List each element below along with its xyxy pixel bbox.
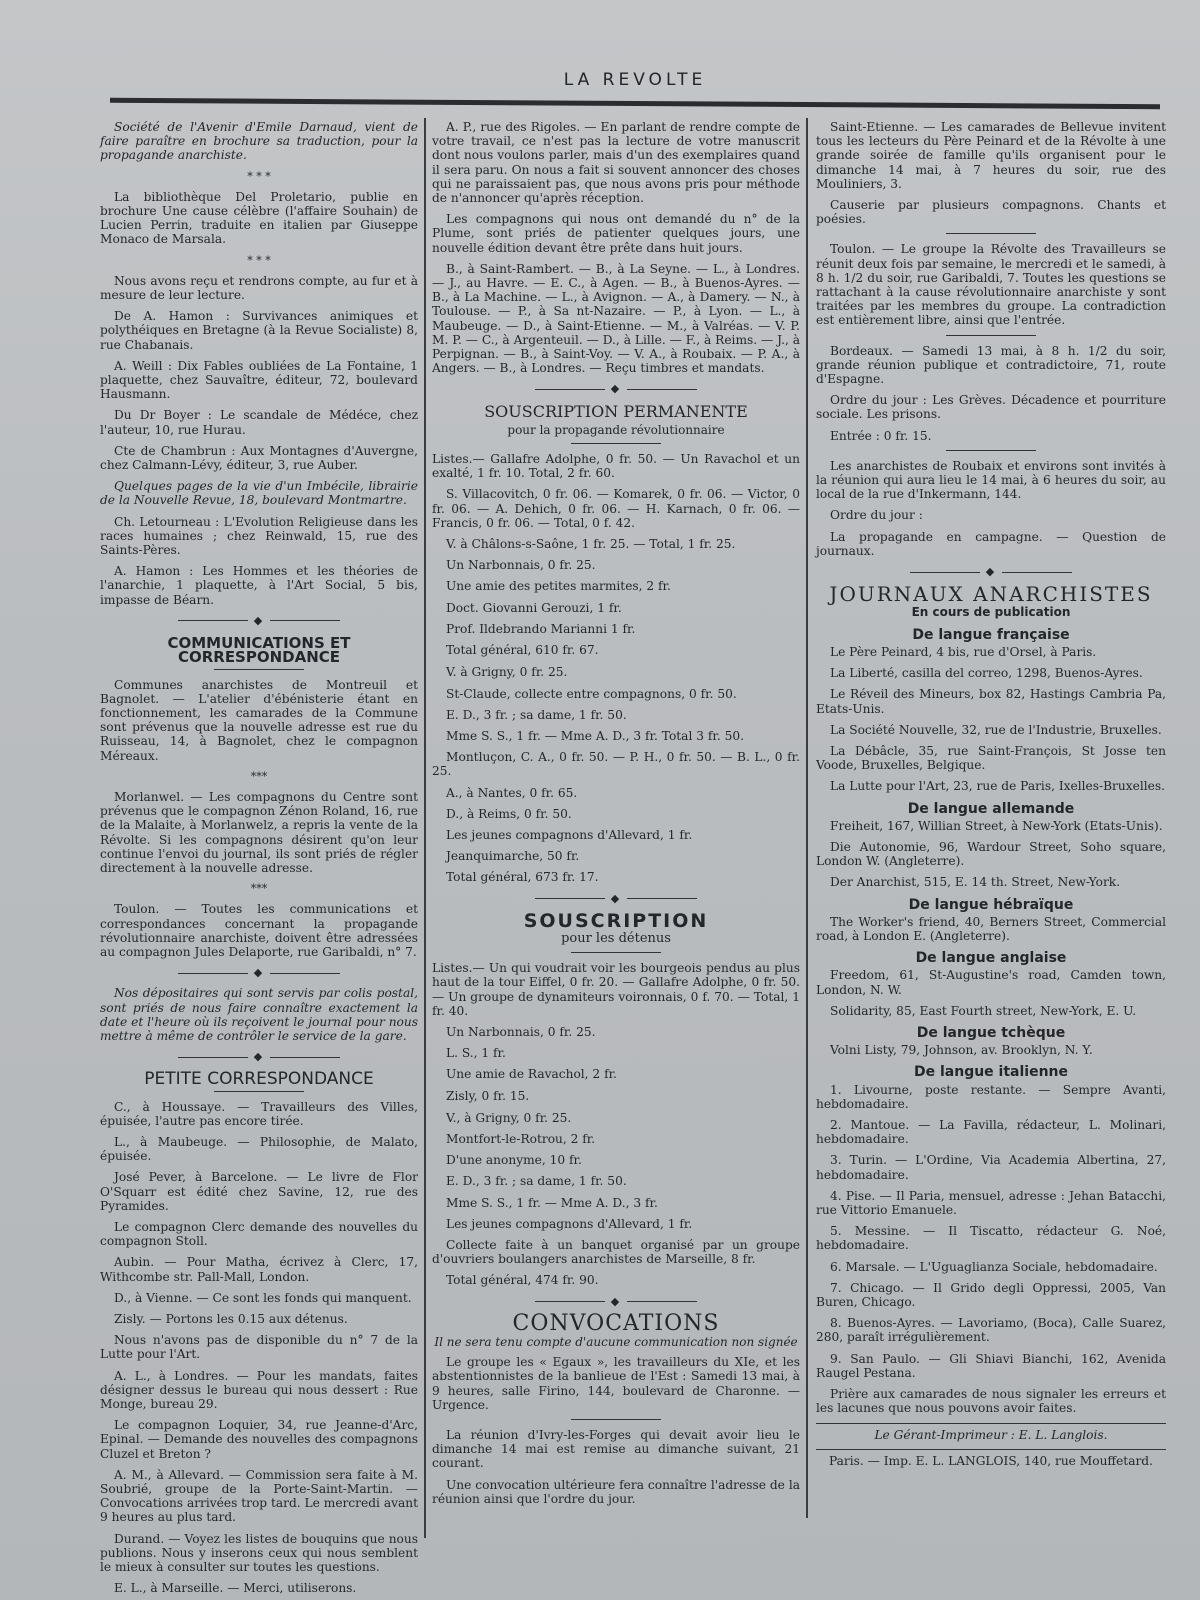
printer-imprint: Paris. — Imp. E. L. LANGLOIS, 140, rue Mouffetard. bbox=[816, 1449, 1166, 1468]
book-entry: Cte de Chambrun : Aux Montagnes d'Auvergne, chez Calmann-Lévy, éditeur, 3, rue Auber. bbox=[100, 443, 418, 473]
subscription-line: Un Narbonnais, 0 fr. 25. bbox=[446, 558, 596, 573]
journal-entry: Die Autonomie, 96, Wardour Street, Soho square, London W. (Angleterre). bbox=[816, 839, 1166, 869]
subscription-line: V., à Grigny, 0 fr. 25. bbox=[446, 1110, 572, 1125]
heading-rule bbox=[571, 952, 661, 953]
subscription-line: Listes.— Gallafre Adolphe, 0 fr. 50. — Un Ravachol et un exalté, 1 fr. 10. Total, 2 fr. 60. bbox=[432, 452, 800, 481]
subscription-line: Montfort-le-Rotrou, 2 fr. bbox=[446, 1131, 596, 1146]
convocation-entry: La propagande en campagne. — Question de journaux. bbox=[816, 529, 1166, 558]
notice-paragraph: A. P., rue des Rigoles. — En parlant de rendre compte de votre travail, ce n'est pas la lecture de votre manuscrit dont nous voulons parler, mais d'un des exemplaires quand il sera paru. On nous a fait si souvent annoncer des choses qui ne paraissaient pas, que nous avons pris pour méthode de n'annoncer qu'après réception. bbox=[432, 120, 800, 206]
subscription-line: Les jeunes compagnons d'Allevard, 1 fr. bbox=[446, 1216, 693, 1231]
notice-paragraph: Nous avons reçu et rendrons compte, au fur et à mesure de leur lecture. bbox=[100, 273, 418, 303]
journal-entry: La Société Nouvelle, 32, rue de l'Industrie, Bruxelles. bbox=[830, 722, 1162, 737]
convocation-entry: Ordre du jour : bbox=[830, 508, 923, 523]
subscription-line: V. à Châlons-s-Saône, 1 fr. 25. — Total, 1 fr. 25. bbox=[446, 537, 736, 552]
section-heading-journaux: JOURNAUX ANARCHISTES bbox=[829, 582, 1153, 607]
journal-entry: Le Père Peinard, 4 bis, rue d'Orsel, à Paris. bbox=[830, 644, 1097, 659]
receipt-list: B., à Saint-Rambert. — B., à La Seyne. — L., à Londres. — J., au Havre. — E. C., à Agen. — B., à Buenos-Ayres. — B., à La Machine. — L., à Avignon. — A., à Damery. — N., à Toulouse. — P., à Sa nt-Nazaire. — P., à Lyon. — L., à Maubeuge. — D., à Saint-Etienne. — M., à Valréas. — V. P. M. P. — C., à Argenteuil. — D., à Lille. — F., à Reims. — J., à Perpignan. — B., à Saint-Voy. — V. A., à Roubaix. — P. A., à Angers. — B., à Londres. — Reçu timbres et mandats. bbox=[432, 261, 800, 376]
section-heading-souscription-permanente: SOUSCRIPTION PERMANENTE bbox=[484, 401, 748, 421]
subscription-line: Mme S. S., 1 fr. — Mme A. D., 3 fr. Total 3 fr. 50. bbox=[446, 728, 744, 743]
convocation-entry: La réunion d'Ivry-les-Forges qui devait avoir lieu le dimanche 14 mai est remise au dimanche suivant, 21 courant. bbox=[432, 1428, 800, 1471]
subscription-line: Montluçon, C. A., 0 fr. 50. — P. H., 0 fr. 50. — B. L., 0 fr. 25. bbox=[432, 750, 800, 779]
journal-entry: Der Anarchist, 515, E. 14 th. Street, New-York. bbox=[830, 875, 1121, 890]
ornament-divider: ◆ bbox=[816, 565, 1166, 579]
asterism: *** bbox=[250, 769, 268, 783]
column-3 bbox=[816, 120, 1166, 1500]
subscription-line: Une amie de Ravachol, 2 fr. bbox=[446, 1067, 617, 1082]
convocation-entry: Saint-Etienne. — Les camarades de Bellevue invitent tous les lecteurs du Père Peinard et de la Révolte à une grande soirée de famille qu'ils organisent pour le dimanche 14 mai, à 7 heures du soir, rue des Mouliniers, 3. bbox=[816, 120, 1166, 191]
journal-entry: La Débâcle, 35, rue Saint-François, St Josse ten Voode, Bruxelles, Belgique. bbox=[816, 743, 1166, 773]
subscription-line: Mme S. S., 1 fr. — Mme A. D., 3 fr. bbox=[446, 1195, 658, 1210]
journal-entry: La Lutte pour l'Art, 23, rue de Paris, Ixelles-Bruxelles. bbox=[830, 779, 1165, 794]
subscription-line: Les jeunes compagnons d'Allevard, 1 fr. bbox=[446, 827, 693, 842]
journal-entry: Solidarity, 85, East Fourth street, New-York, E. U. bbox=[830, 1003, 1137, 1018]
correspondence-entry: Le compagnon Clerc demande des nouvelles du compagnon Stoll. bbox=[100, 1220, 418, 1249]
ornament-divider: ◆ bbox=[432, 382, 800, 396]
publisher-credit: Le Gérant-Imprimeur : E. L. Langlois. bbox=[816, 1423, 1166, 1442]
correspondence-entry: Zisly. — Portons les 0.15 aux détenus. bbox=[114, 1312, 348, 1327]
book-entry: Quelques pages de la vie d'un Imbécile, librairie de la Nouvelle Revue, 18, boulevard Montmartre. bbox=[100, 479, 418, 508]
convocation-entry: Le groupe les « Egaux », les travailleurs du XIe, et les abstentionnistes de la banlieue de l'Est : Samedi 13 mai, à 9 heures, salle Firino, 144, boulevard de Charonne. — Urgence. bbox=[432, 1355, 800, 1412]
notice-paragraph: Société de l'Avenir d'Emile Darnaud, vient de faire paraître en brochure sa traduction, pour la propagande anarchiste. bbox=[100, 120, 418, 163]
journal-entry: 5. Messine. — Il Tiscatto, rédacteur G. Noé, hebdomadaire. bbox=[816, 1224, 1166, 1253]
subscription-line: Zisly, 0 fr. 15. bbox=[446, 1088, 530, 1103]
notice-paragraph: Communes anarchistes de Montreuil et Bagnolet. — L'atelier d'ébénisterie étant en fonctionnement, les camarades de la Commune sont prévenus que la nouvelle adresse est rue du Ruisseau, 14, à Bagnolet, chez le compagnon Méreaux. bbox=[100, 677, 418, 763]
correspondence-entry: Nous n'avons pas de disponible du n° 7 de la Lutte pour l'Art. bbox=[100, 1333, 418, 1362]
section-subheading: pour la propagande révolutionnaire bbox=[507, 422, 725, 437]
subscription-total: Total général, 610 fr. 67. bbox=[446, 643, 599, 658]
correspondence-entry: A. L., à Londres. — Pour les mandats, faites désigner dessus le bureau qui nous dessert : Rue Monge, bureau 29. bbox=[100, 1368, 418, 1412]
subscription-line: Doct. Giovanni Gerouzi, 1 fr. bbox=[446, 600, 622, 615]
subscription-line: Prof. Ildebrando Marianni 1 fr. bbox=[446, 621, 636, 636]
book-entry: Du Dr Boyer : Le scandale de Médéce, chez l'auteur, 10, rue Hurau. bbox=[100, 408, 418, 437]
notice-paragraph: Nos dépositaires qui sont servis par colis postal, sont priés de nous faire connaître exactement la date et l'heure où ils reçoivent le journal pour nous mettre à même de contrôler le service de la gare. bbox=[100, 986, 418, 1043]
column-divider-2 bbox=[806, 118, 808, 1518]
subscription-line: L. S., 1 fr. bbox=[446, 1046, 506, 1061]
notice-paragraph: Morlanwel. — Les compagnons du Centre sont prévenus que le compagnon Zénon Roland, 16, rue de la Malaite, à Morlanwelz, a repris la vente de la Révolte. Si les compagnons désirent qu'on leur continue l'envoi du journal, ils sont priés de régler directement à la nouvelle adresse. bbox=[100, 789, 418, 875]
separator-rule bbox=[571, 1419, 661, 1420]
section-heading-communications: COMMUNICATIONS ET CORRESPONDANCE bbox=[167, 634, 351, 667]
convocation-entry: Causerie par plusieurs compagnons. Chants et poésies. bbox=[816, 198, 1166, 227]
header-rule bbox=[110, 98, 1160, 109]
convocation-entry: Entrée : 0 fr. 15. bbox=[830, 428, 932, 443]
correspondence-entry: C., à Houssaye. — Travailleurs des Villes, épuisée, l'autre pas encore tirée. bbox=[100, 1099, 418, 1128]
heading-rule bbox=[214, 1091, 304, 1092]
convocation-entry: Toulon. — Le groupe la Révolte des Travailleurs se réunit deux fois par semaine, le mercredi et le samedi, à 8 h. 1/2 du soir, rue Garibaldi, 7. Toutes les questions se rattachant à la cause révolutionnaire anarchiste y sont traitées par les membres du groupe. La contradiction est entièrement libre, ainsi que l'entrée. bbox=[816, 242, 1166, 328]
journal-entry: Le Réveil des Mineurs, box 82, Hastings Cambria Pa, Etats-Unis. bbox=[816, 687, 1166, 716]
subscription-total: Total général, 673 fr. 17. bbox=[446, 870, 599, 885]
subscription-line: E. D., 3 fr. ; sa dame, 1 fr. 50. bbox=[446, 1174, 627, 1189]
correspondence-entry: E. L., à Marseille. — Merci, utiliserons. bbox=[114, 1581, 357, 1596]
column-1 bbox=[100, 120, 418, 1596]
separator-rule bbox=[946, 450, 1036, 451]
asterism: *** bbox=[250, 882, 268, 896]
column-2 bbox=[432, 120, 800, 1540]
correspondence-entry: José Pever, à Barcelone. — Le livre de Flor O'Squarr est édité chez Savine, 12, rue des Pyramides. bbox=[100, 1170, 418, 1213]
book-entry: A. Weill : Dix Fables oubliées de La Fontaine, 1 plaquette, chez Sauvaître, éditeur, 72, boulevard Hausmann. bbox=[100, 358, 418, 402]
asterism: * * * bbox=[247, 253, 271, 267]
language-heading-czech: De langue tchèque bbox=[916, 1024, 1066, 1041]
journal-entry: 3. Turin. — L'Ordine, Via Academia Albertina, 27, hebdomadaire. bbox=[816, 1153, 1166, 1182]
masthead: LA REVOLTE bbox=[563, 70, 707, 90]
journal-entry: La Liberté, casilla del correo, 1298, Buenos-Ayres. bbox=[830, 666, 1143, 681]
heading-rule bbox=[214, 669, 304, 670]
journal-entry: 9. San Paulo. — Gli Shiavi Bianchi, 162, Avenida Raugel Pestana. bbox=[816, 1351, 1166, 1380]
ornament-divider: ◆ bbox=[100, 1050, 418, 1064]
section-heading-souscription-detenus: SOUSCRIPTION bbox=[523, 909, 709, 932]
correspondence-entry: L., à Maubeuge. — Philosophie, de Malato, épuisée. bbox=[100, 1134, 418, 1164]
ornament-divider: ◆ bbox=[432, 892, 800, 906]
language-heading-german: De langue allemande bbox=[907, 800, 1075, 817]
separator-rule bbox=[946, 233, 1036, 234]
journal-entry: 6. Marsale. — L'Uguaglianza Sociale, hebdomadaire. bbox=[830, 1259, 1158, 1274]
column-divider-1 bbox=[424, 118, 426, 1538]
section-heading-petite-correspondance: PETITE CORRESPONDANCE bbox=[144, 1069, 374, 1090]
book-entry: De A. Hamon : Survivances animiques et polythéiques en Bretagne (à la Revue Socialiste) 8, rue Chabanais. bbox=[100, 309, 418, 352]
section-subheading: En cours de publication bbox=[911, 605, 1071, 620]
section-note: Il ne sera tenu compte d'aucune communication non signée bbox=[434, 1335, 798, 1349]
subscription-line: Une amie des petites marmites, 2 fr. bbox=[446, 579, 671, 594]
journal-entry: 4. Pise. — Il Paria, mensuel, adresse : Jehan Batacchi, rue Vittorio Emanuele. bbox=[816, 1188, 1166, 1217]
subscription-line: A., à Nantes, 0 fr. 65. bbox=[446, 785, 578, 800]
subscription-line: E. D., 3 fr. ; sa dame, 1 fr. 50. bbox=[446, 707, 627, 722]
notice-paragraph: Les compagnons qui nous ont demandé du n° de la Plume, sont priés de patienter quelques jours, une nouvelle édition devant être prête dans huit jours. bbox=[432, 212, 800, 255]
subscription-line: D., à Reims, 0 fr. 50. bbox=[446, 806, 572, 821]
correspondence-entry: Le compagnon Loquier, 34, rue Jeanne-d'Arc, Epinal. — Demande des nouvelles des compagnons Cluzel et Breton ? bbox=[100, 1418, 418, 1461]
subscription-line: Listes.— Un qui voudrait voir les bourgeois pendus au plus haut de la tour Eiffel, 0 fr. 20. — Gallafre Adolphe, 0 fr. 50. — Un groupe de dynamiteurs voironnais, 0 f. 70. — Total, 1 fr. 40. bbox=[432, 961, 800, 1018]
correspondence-entry: Aubin. — Pour Matha, écrivez à Clerc, 17, Withcombe str. Pall-Mall, London. bbox=[100, 1255, 418, 1284]
book-entry: A. Hamon : Les Hommes et les théories de l'anarchie, 1 plaquette, à l'Art Social, 5 bis, impasse de Béarn. bbox=[100, 564, 418, 607]
journal-entry: 2. Mantoue. — La Favilla, rédacteur, L. Molinari, hebdomadaire. bbox=[816, 1117, 1166, 1147]
book-entry: Ch. Letourneau : L'Evolution Religieuse dans les races humaines ; chez Reinwald, 15, rue des Saints-Pères. bbox=[100, 514, 418, 558]
correspondence-entry: Durand. — Voyez les listes de bouquins que nous publions. Nous y inserons ceux qui nous semblent le mieux à consulter sur toutes les questions. bbox=[100, 1531, 418, 1575]
ornament-divider: ◆ bbox=[100, 966, 418, 980]
subscription-line: V. à Grigny, 0 fr. 25. bbox=[446, 665, 568, 680]
journal-entry: 1. Livourne, poste restante. — Sempre Avanti, hebdomadaire. bbox=[816, 1082, 1166, 1111]
language-heading-hebrew: De langue hébraïque bbox=[908, 896, 1074, 913]
heading-rule bbox=[571, 443, 661, 444]
convocation-entry: Bordeaux. — Samedi 13 mai, à 8 h. 1/2 du soir, grande réunion publique et contradictoire, 71, route d'Espagne. bbox=[816, 343, 1166, 387]
correspondence-entry: A. M., à Allevard. — Commission sera faite à M. Soubrié, groupe de la Porte-Saint-Martin. — Convocations arrivées trop tard. Le mercredi avant 9 heures au plus tard. bbox=[100, 1467, 418, 1525]
language-heading-english: De langue anglaise bbox=[915, 950, 1067, 967]
convocation-entry: Ordre du jour : Les Grèves. Décadence et pourriture sociale. Les prisons. bbox=[816, 393, 1166, 422]
subscription-line: Collecte faite à un banquet organisé par un groupe d'ouvriers boulangers anarchistes de Marseille, 8 fr. bbox=[432, 1237, 800, 1267]
section-heading-convocations: CONVOCATIONS bbox=[512, 1310, 720, 1336]
convocation-entry: Une convocation ultérieure fera connaître l'adresse de la réunion ainsi que l'ordre du jour. bbox=[432, 1477, 800, 1506]
journal-entry: Volni Listy, 79, Johnson, av. Brooklyn, N. Y. bbox=[830, 1043, 1093, 1058]
subscription-line: Jeanquimarche, 50 fr. bbox=[446, 849, 580, 864]
notice-paragraph: La bibliothèque Del Proletario, publie en brochure Une cause célèbre (l'affaire Souhain) de Lucien Perrin, traduite en italien par Giuseppe Monaco de Marsala. bbox=[100, 189, 418, 247]
ornament-divider: ◆ bbox=[100, 614, 418, 628]
journal-entry: Freiheit, 167, Willian Street, à New-York (Etats-Unis). bbox=[830, 818, 1163, 833]
section-subheading: pour les détenus bbox=[561, 930, 671, 946]
subscription-line: St-Claude, collecte entre compagnons, 0 fr. 50. bbox=[446, 686, 737, 701]
language-heading-french: De langue française bbox=[912, 626, 1070, 643]
subscription-line: S. Villacovitch, 0 fr. 06. — Komarek, 0 fr. 06. — Victor, 0 fr. 06. — A. Dehich, 0 fr. 06. — H. Karnach, 0 fr. 06. — Francis, 0 fr. 06. — Total, 0 f. 42. bbox=[432, 487, 800, 530]
convocation-entry: Les anarchistes de Roubaix et environs sont invités à la réunion qui aura lieu le 14 mai, à 6 heures du soir, au local de la rue d'Inkermann, 144. bbox=[816, 458, 1166, 502]
subscription-line: D'une anonyme, 10 fr. bbox=[446, 1153, 582, 1168]
subscription-total: Total général, 474 fr. 90. bbox=[446, 1273, 599, 1288]
journal-entry: 7. Chicago. — Il Grido degli Oppressi, 2005, Van Buren, Chicago. bbox=[816, 1280, 1166, 1309]
notice-paragraph: Toulon. — Toutes les communications et correspondances concernant la propagande révolutionnaire anarchiste, doivent être adressées au compagnon Jules Delaporte, rue Garibaldi, n° 7. bbox=[100, 902, 418, 959]
asterism: * * * bbox=[247, 169, 271, 183]
language-heading-italian: De langue italienne bbox=[913, 1064, 1069, 1081]
journal-entry: The Worker's friend, 40, Berners Street, Commercial road, à London E. (Angleterre). bbox=[816, 914, 1166, 943]
notice-paragraph: Prière aux camarades de nous signaler les erreurs et les lacunes que nous pouvons avoir faites. bbox=[816, 1387, 1166, 1416]
correspondence-entry: D., à Vienne. — Ce sont les fonds qui manquent. bbox=[114, 1290, 412, 1305]
subscription-line: Un Narbonnais, 0 fr. 25. bbox=[446, 1024, 596, 1039]
separator-rule bbox=[946, 335, 1036, 336]
journal-entry: Freedom, 61, St-Augustine's road, Camden town, London, N. W. bbox=[816, 968, 1166, 997]
journal-entry: 8. Buenos-Ayres. — Lavoriamo, (Boca), Calle Suarez, 280, paraît irrégulièrement. bbox=[816, 1316, 1166, 1345]
ornament-divider: ◆ bbox=[432, 1295, 800, 1309]
